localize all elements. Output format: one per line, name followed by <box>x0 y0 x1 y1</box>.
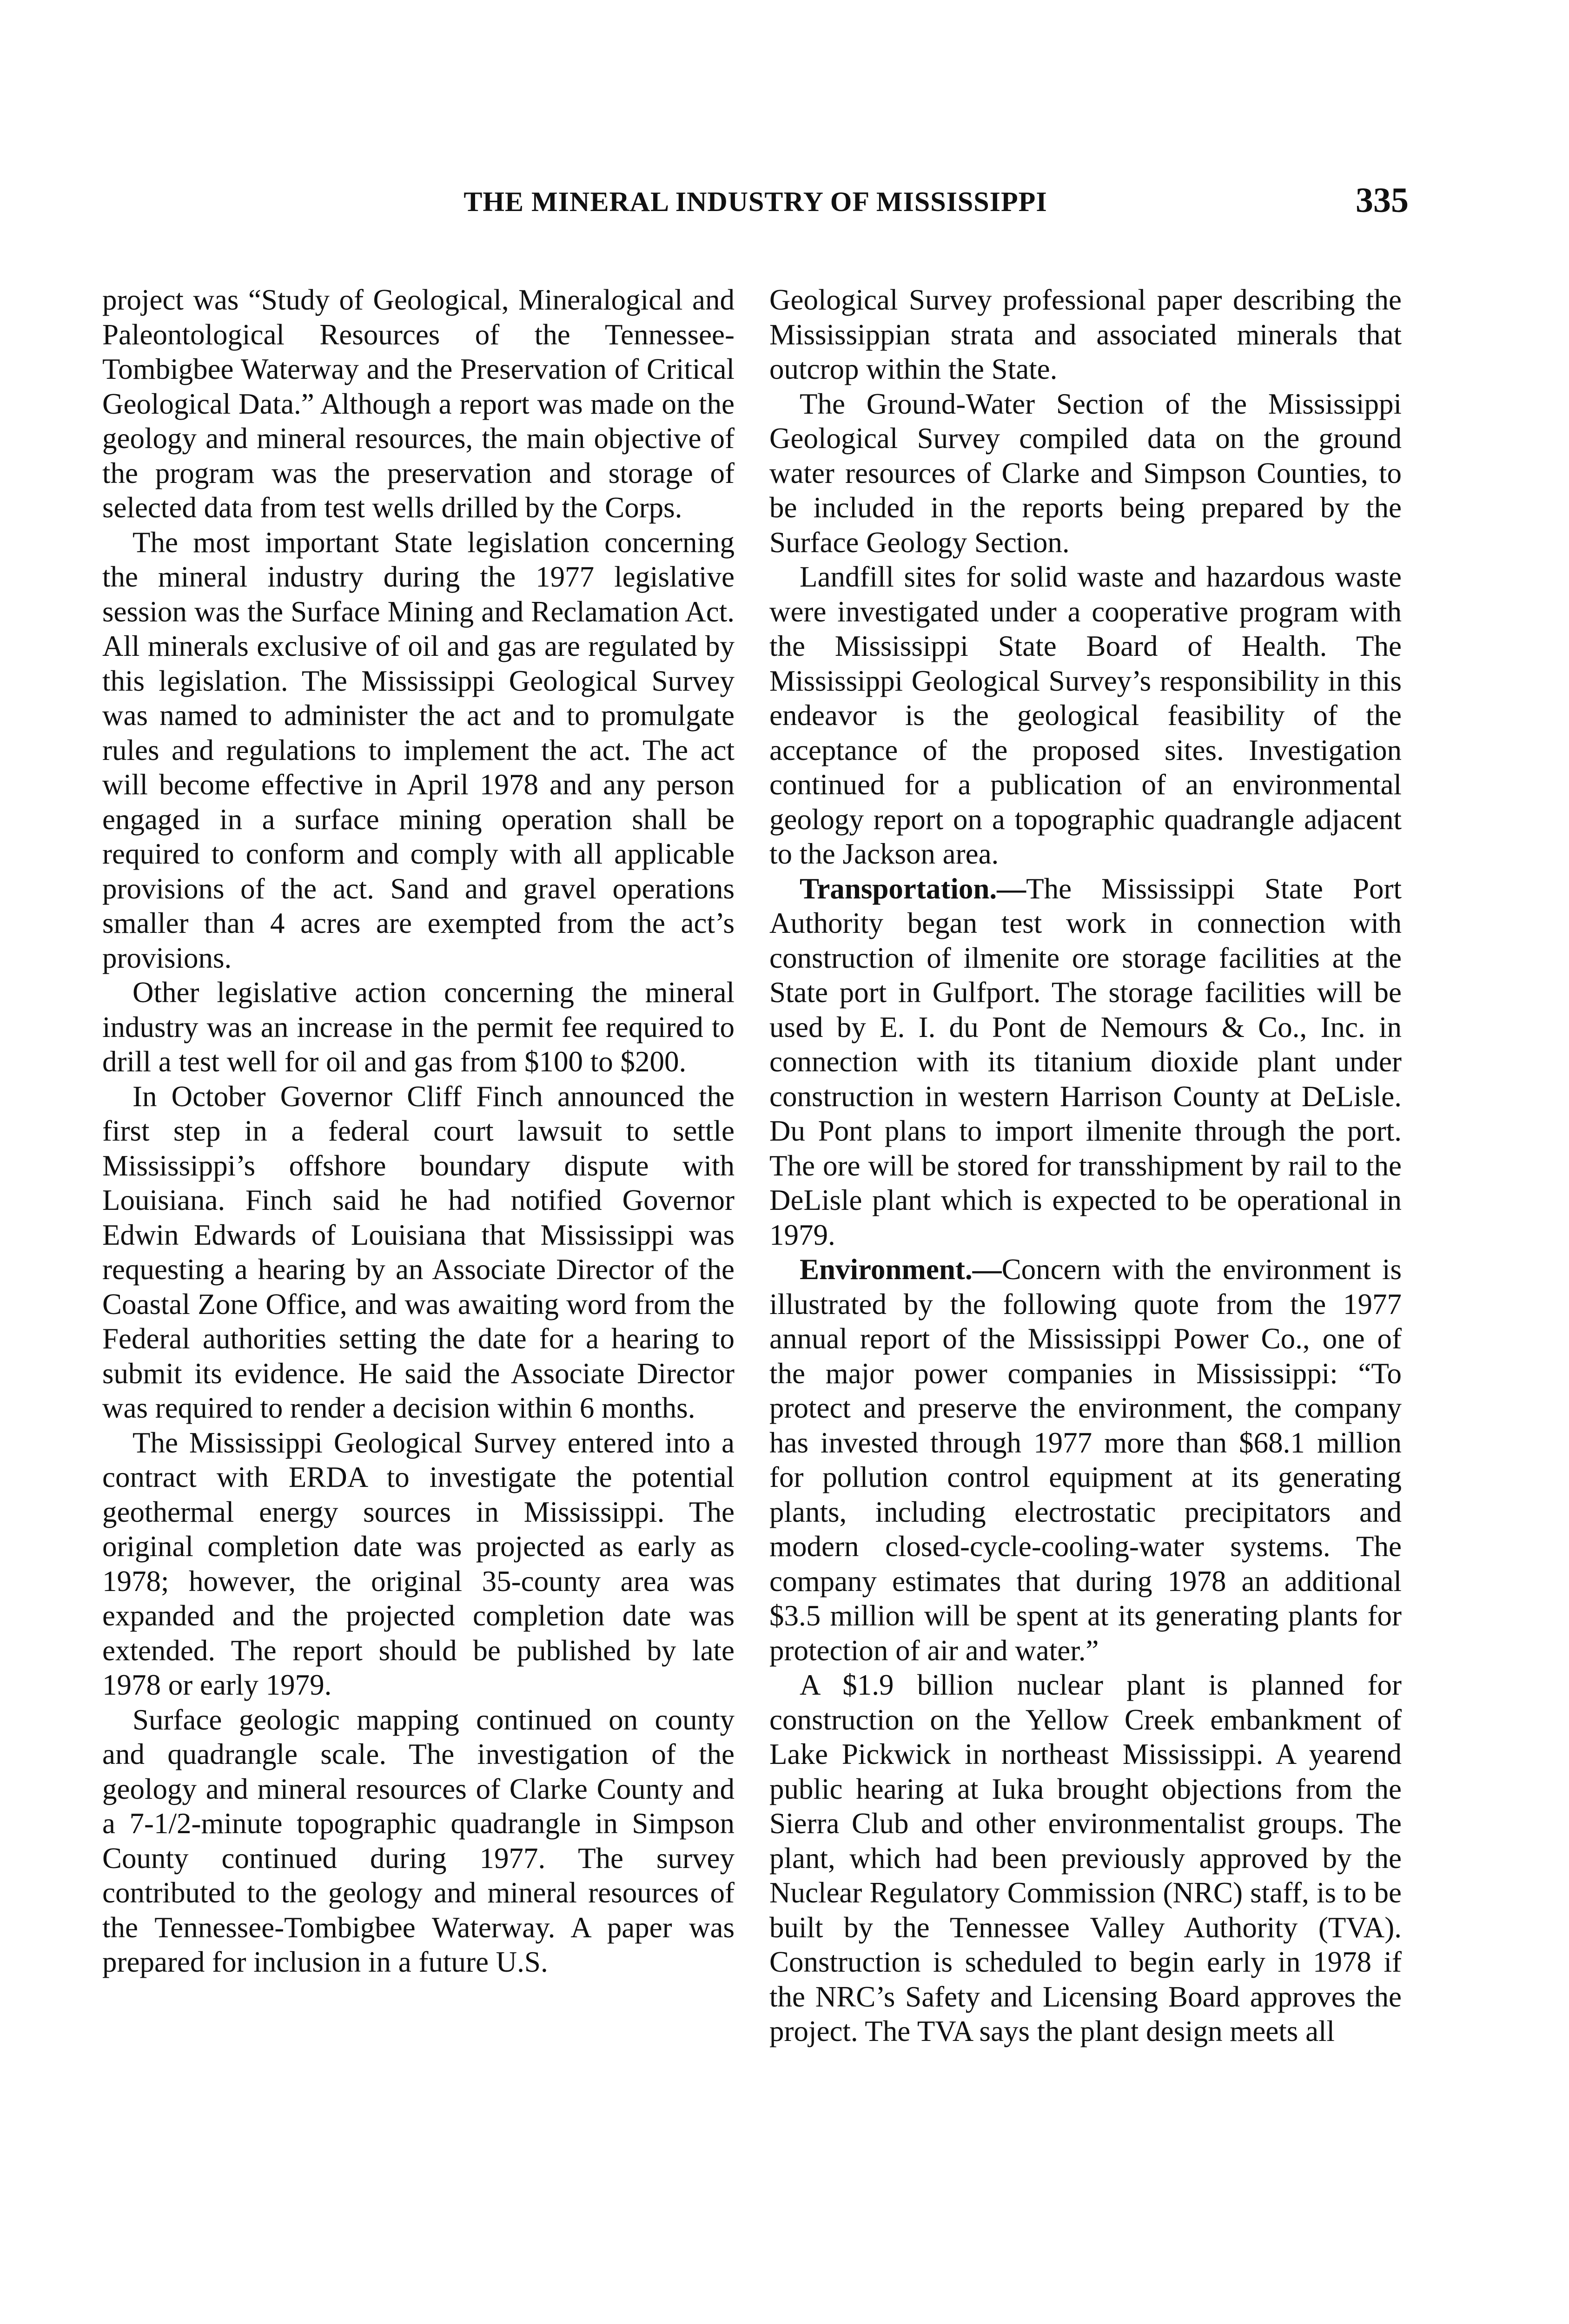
paragraph: In October Governor Cliff Finch announced the first step in a federal court lawsuit to settle Mississippi’s offshore boundary dispute with Louisiana. Finch said he had notified Governor Edwin Edwards of Louisiana that Mississippi was requesting a hearing by an Associate Director of the Coastal Zone Office, and was awaiting word from the Federal authorities setting the date for a hearing to submit its evidence. He said the Associate Director was required to render a decision within 6 months. <box>102 1080 735 1424</box>
paragraph: The most important State legislation concerning the mineral industry during the 1977 legislative session was the Surface Mining and Reclamation Act. All minerals exclusive of oil and gas are regulated by this legislation. The Mississippi Geological Survey was named to administer the act and to promulgate rules and regulations to implement the act. The act will become effective in April 1978 and any person engaged in a surface mining operation shall be required to conform and comply with all applicable provisions of the act. Sand and gravel operations smaller than 4 acres are exempted from the act’s provisions. <box>102 526 735 974</box>
paragraph: Landfill sites for solid waste and hazardous waste were investigated under a cooperative program with the Mississippi State Board of Health. The Mississippi Geological Survey’s responsibility in this endeavor is the geological feasibility of the acceptance of the proposed sites. Investigation continued for a publication of an environmental geology report on a topographic quadrangle adjacent to the Jackson area. <box>769 561 1402 870</box>
paragraph: Geological Survey professional paper describing the Mississippian strata and associated minerals that outcrop within the State. <box>769 284 1402 385</box>
paragraph: Other legislative action concerning the mineral industry was an increase in the permit fee required to drill a test well for oil and gas from $100 to $200. <box>102 976 735 1078</box>
paragraph: The Ground-Water Section of the Mississippi Geological Survey compiled data on the ground water resources of Clarke and Simpson Counties, to be included in the reports being prepared by the Surface Geology Section. <box>769 387 1402 559</box>
paragraph: The Mississippi Geological Survey entered into a contract with ERDA to investigate the potential geothermal energy sources in Mississippi. The original completion date was projected as early as 1978; however, the original 35-county area was expanded and the projected completion date was extended. The report should be published by late 1978 or early 1979. <box>102 1426 735 1701</box>
running-title: THE MINERAL INDUSTRY OF MISSISSIPPI <box>463 186 1047 217</box>
paragraph: project was “Study of Geological, Mineralogical and Paleontological Resources of the Tennessee-Tombigbee Waterway and the Preservation of Critical Geological Data.” Although a report was made on the geology and mineral resources, the main objective of the program was the preservation and storage of selected data from test wells drilled by the Corps. <box>102 284 735 524</box>
paragraph: A $1.9 billion nuclear plant is planned for construction on the Yellow Creek embankment of Lake Pickwick in northeast Mississippi. A yearend public hearing at Iuka brought objections from the Sierra Club and other environmentalist groups. The plant, which had been previously approved by the Nuclear Regulatory Commission (NRC) staff, is to be built by the Tennessee Valley Authority (TVA). Construction is scheduled to begin early in 1978 if the NRC’s Safety and Licensing Board approves the project. The TVA says the plant design meets all <box>769 1669 1402 2047</box>
environment-heading: Environment.— <box>800 1253 1002 1286</box>
environment-text: Concern with the environment is illustrated by the following quote from the 1977 annual report of the Mississippi Power Co., one of the major power companies in Mississippi: “To protect and preserve the environment, the company has invested through 1977 more than $68.1 million for pollution control equipment at its generating plants, including electrostatic precipitators and modern closed-cycle-cooling-water systems. The company estimates that during 1978 an additional $3.5 million will be spent at its generating plants for protection of air and water.” <box>769 1253 1402 1667</box>
paragraph: Surface geologic mapping continued on county and quadrangle scale. The investigation of the geology and mineral resources of Clarke County and a 7-1/2-minute topographic quadrangle in Simpson County continued during 1977. The survey contributed to the geology and mineral resources of the Tennessee-Tombigbee Waterway. A paper was prepared for inclusion in a future U.S. <box>102 1703 735 1978</box>
transportation-heading: Transportation.— <box>800 872 1026 905</box>
transportation-text: The Mississippi State Port Authority began test work in connection with construction of ilmenite ore storage facilities at the State port in Gulfport. The storage facilities will be used by E. I. du Pont de Nemours & Co., Inc. in connection with its titanium dioxide plant under construction in western Harrison County at DeLisle. Du Pont plans to import ilmenite through the port. The ore will be stored for transshipment by rail to the DeLisle plant which is expected to be operational in 1979. <box>769 872 1402 1251</box>
left-column <box>102 283 735 1980</box>
page-number: 335 <box>1356 181 1409 220</box>
transportation-paragraph <box>769 872 1402 1253</box>
running-head <box>102 181 1409 242</box>
environment-paragraph <box>769 1252 1402 1668</box>
right-column <box>769 283 1402 2049</box>
